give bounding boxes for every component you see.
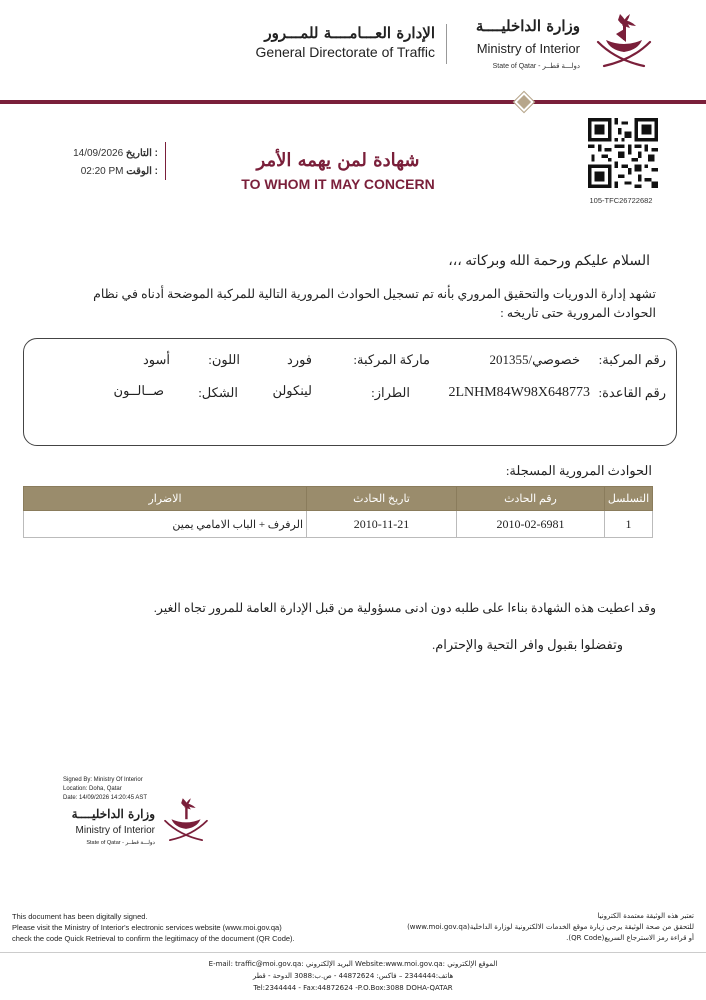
date-value: 14/09/2026	[73, 148, 124, 159]
plate-label: رقم المركبة:	[598, 352, 666, 367]
intro-line-1: تشهد إدارة الدوريات والتحقيق المروري بأنه تم تسجيل الحوادث المرورية التالية للمركبة الموضحة أدناه في نظام	[93, 287, 656, 301]
shape-value: صــالــون	[113, 383, 164, 398]
shape-label: الشكل:	[198, 385, 238, 400]
plate-value: خصوصي/201355	[489, 352, 580, 367]
footer-en-line-2: Please visit the Ministry of Interior's electronic services website (www.moi.gov.qa)	[12, 923, 282, 932]
footer-en-line-3: check the code Quick Retrieval to confirm the legitimacy of the document (QR Code).	[12, 934, 295, 943]
signature-location: Location: Doha, Qatar	[63, 786, 122, 792]
accidents-header-row	[24, 487, 653, 511]
chassis-value: 2LNHM84W98X648773	[448, 385, 590, 400]
footer-english	[12, 911, 357, 944]
qatar-emblem-icon	[592, 10, 656, 70]
qr-code-icon	[588, 118, 658, 188]
signature-moi-arabic: وزارة الداخليــــة	[71, 807, 155, 821]
diamond-ornament-icon	[514, 92, 534, 112]
model-label: الطراز:	[371, 385, 410, 400]
footer-arabic	[362, 911, 694, 944]
color-value: أسود	[142, 352, 170, 367]
cell-accident-number: 2010-02-6981	[457, 511, 605, 538]
footer-contact	[120, 958, 586, 994]
cell-damages: الرفرف + الباب الامامي يمين	[24, 511, 307, 538]
col-serial: التسلسل	[605, 487, 653, 511]
header-band	[0, 100, 706, 104]
footer-contact-english: Tel:2344444 - Fax:44872624 -P.O.Box:3088 DOHA-QATAR	[253, 984, 453, 992]
datetime-divider	[165, 142, 166, 180]
date-label: التاريخ :	[125, 148, 158, 159]
col-damages: الاضرار	[24, 487, 307, 511]
model-value: لينكولن	[272, 383, 312, 398]
header-divider	[446, 24, 447, 64]
date-row	[40, 148, 158, 159]
signature-emblem-icon	[160, 795, 212, 845]
time-label: الوقت :	[126, 166, 158, 177]
gdt-arabic-name: الإدارة العـــامــــة للمـــرور	[264, 24, 435, 42]
moi-arabic-name: وزارة الداخليــــة	[475, 17, 580, 35]
signature-moi-english: Ministry of Interior	[75, 825, 155, 836]
col-accident-date: تاريخ الحادث	[307, 487, 457, 511]
make-label: ماركة المركبة:	[353, 352, 430, 367]
col-accident-number: رقم الحادث	[457, 487, 605, 511]
footer-ar-line-1: تعتبر هذه الوثيقة معتمدة الكترونيا	[597, 912, 694, 920]
accidents-title: الحوادث المرورية المسجلة:	[505, 463, 652, 478]
footer-ar-line-2: للتحقق من صحة الوثيقة يرجى زيارة موقع الخدمات الالكترونية لوزارة الداخلية(www.moi.gov.qa)	[407, 923, 694, 931]
intro-line-2: الحوادث المرورية حتى تاريخه :	[500, 306, 656, 320]
footer-ar-line-3: أو قراءة رمز الاسترجاع السريع(QR Code).	[566, 934, 694, 942]
gdt-english-name: General Directorate of Traffic	[255, 44, 435, 60]
certificate-title-english: TO WHOM IT MAY CONCERN	[241, 176, 435, 192]
footer-contact-arabic: هاتف:2344444 – فاكس: 44872624 - ص.ب:3088 الدوحة - قطر	[252, 972, 454, 980]
signature-date: Date: 14/09/2026 14:20:45 AST	[63, 795, 148, 801]
cell-serial: 1	[605, 511, 653, 538]
accidents-table	[23, 486, 653, 538]
chassis-label: رقم القاعدة:	[598, 385, 666, 400]
certificate-title-arabic: شهادة لمن يهمه الأمر	[256, 150, 420, 171]
footer-divider	[0, 952, 706, 953]
signed-by: Signed By: Ministry Of Interior	[63, 777, 143, 783]
qr-reference-code: 105-TFC26722682	[589, 196, 653, 205]
moi-english-name: Ministry of Interior	[476, 41, 580, 56]
time-value: 02:20 PM	[80, 166, 124, 177]
footer-en-line-1: This document has been digitally signed.	[12, 912, 148, 921]
closing-line-2: وتفضلوا بقبول وافر التحية والإحترام.	[431, 637, 623, 652]
signature-state: State of Qatar - دولـــة قطــر	[86, 840, 155, 846]
time-row	[40, 166, 158, 177]
make-value: فورد	[287, 352, 312, 367]
table-row	[24, 511, 653, 538]
color-label: اللون:	[208, 352, 240, 367]
state-of-qatar: State of Qatar - دولـــة قطــر	[492, 63, 580, 70]
cell-accident-date: 2010-11-21	[307, 511, 457, 538]
closing-line-1: وقد اعطيت هذه الشهادة بناءا على طلبه دون ادنى مسؤولية من قبل الإدارة العامة للمرور تجاه الغير.	[153, 601, 656, 615]
greeting: السلام عليكم ورحمة الله وبركاته ،،،	[448, 254, 650, 269]
footer-contact-email-web: E-mail: traffic@moi.gov.qa: البريد الإلكتروني Website:www.moi.gov.qa: الموقع الإلكتروني	[208, 960, 498, 968]
